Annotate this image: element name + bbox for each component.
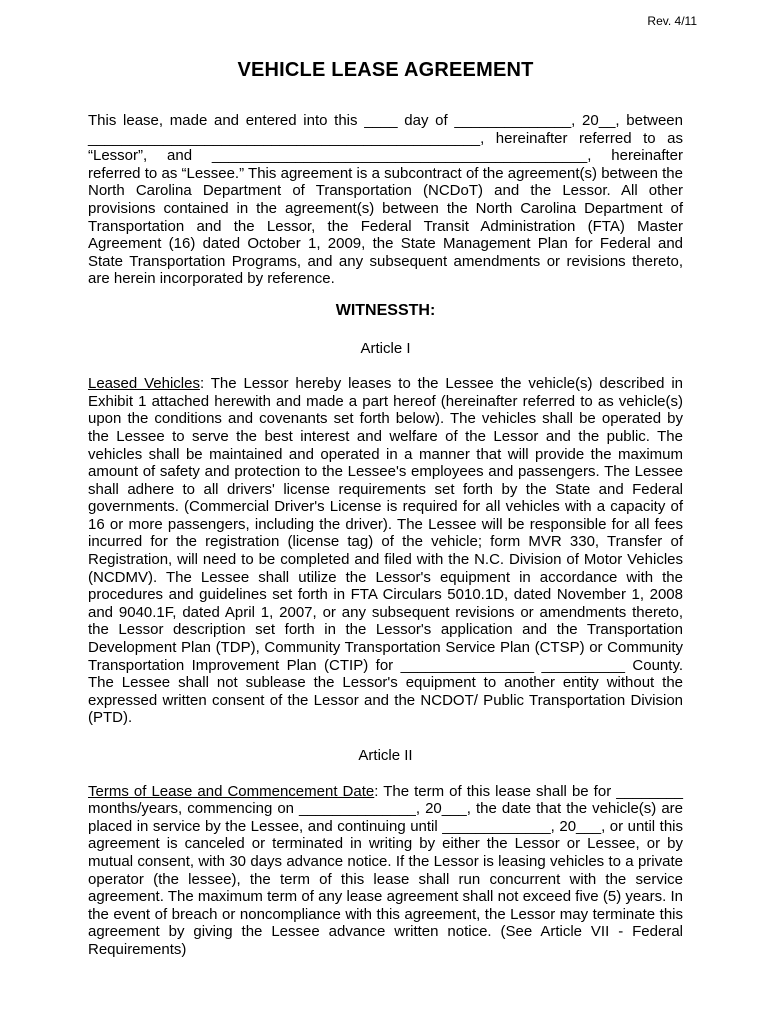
- witnessth-heading: WITNESSTH:: [335, 301, 436, 319]
- revision-label: Rev. 4/11: [647, 14, 697, 28]
- article-2-heading: Article II: [358, 747, 413, 764]
- article-2-lead: Terms of Lease and Commencement Date: [88, 782, 375, 800]
- article-1-heading: Article I: [360, 339, 411, 357]
- article-1-body: : The Lessor hereby leases to the Lessee the vehicle(s) described in Exhibit 1 attached herewith and made a part hereof (hereinafter referred to as vehicle(s) upon the conditions and covenants set forth below). The vehicles shall be operated by the Lessee to serve the best interest and welfare of the Lessor and the public. The vehicles shall be maintained and operated in a manner that will provide the maximum amount of safety and protection to the Lessee's employees and passengers. The Lessee shall adhere to all drivers' license requirements set forth by the State and Federal governments. (Commercial Driver's License is required for all vehicles with a capacity of 16 or more passengers, including the driver). The Lessee will be responsible for all fees incurred for the registration (license tag) of the vehicle; form MVR 330, Transfer of Registration, will need to be completed and filed with the N.C. Division of Motor Vehicles (NCDMV). The Lessee shall utilize the Lessor's equipment in accordance with the procedures and guidelines set forth in FTA Circulars 5010.1D, dated November 1, 2008 and 9040.1F, dated April 1, 2007, or any subsequent revisions or amendments thereto, the Lessor description set forth in the Lessor's application and the Transportation Development Plan (TDP), Community Transportation Service Plan (CTSP) or Community Transportation Improvement Plan (CTIP) for ________________ __________ County. The Lessee shall not sublease the Lessor's equipment to another entity without the expressed written consent of the Lessor and the NCDOT/ Public Transportation Division (PTD).: [88, 375, 683, 727]
- article-1-paragraph: [88, 375, 683, 727]
- document-title: VEHICLE LEASE AGREEMENT: [237, 59, 534, 81]
- intro-text: This lease, made and entered into this ____ day of ______________, 20__, between _______________________________________________, hereinafter referred to as “Lessor”, and _____________________________________________, hereinafter referred to as “Lessee.” This agreement is a subcontract of the agreement(s) between the North Carolina Department of Transportation (NCDoT) and the Lessor. All other provisions contained in the agreement(s) between the North Carolina Department of Transportation and the Lessor, the Federal Transit Administration (FTA) Master Agreement (16) dated October 1, 2009, the State Management Plan for Federal and State Transportation Programs, and any subsequent amendments or revisions thereto, are herein incorporated by reference.: [88, 112, 683, 288]
- article-2-paragraph: [88, 783, 683, 959]
- intro-paragraph: [88, 112, 683, 288]
- article-1-lead: Leased Vehicles: [88, 375, 200, 393]
- article-2-body: : The term of this lease shall be for ________ months/years, commencing on ______________, 20___, the date that the vehicle(s) are placed in service by the Lessee, and continuing until _____________, 20___, or until this agreement is canceled or terminated in writing by either the Lessor or Lessee, or by mutual consent, with 30 days advance notice. If the Lessor is leasing vehicles to a private operator (the lessee), the term of this lease shall run concurrent with the service agreement. The maximum term of any lease agreement shall not exceed five (5) years. In the event of breach or noncompliance with this agreement, the Lessor may terminate this agreement by giving the Lessee advance written notice. (See Article VII - Federal Requirements): [88, 782, 683, 958]
